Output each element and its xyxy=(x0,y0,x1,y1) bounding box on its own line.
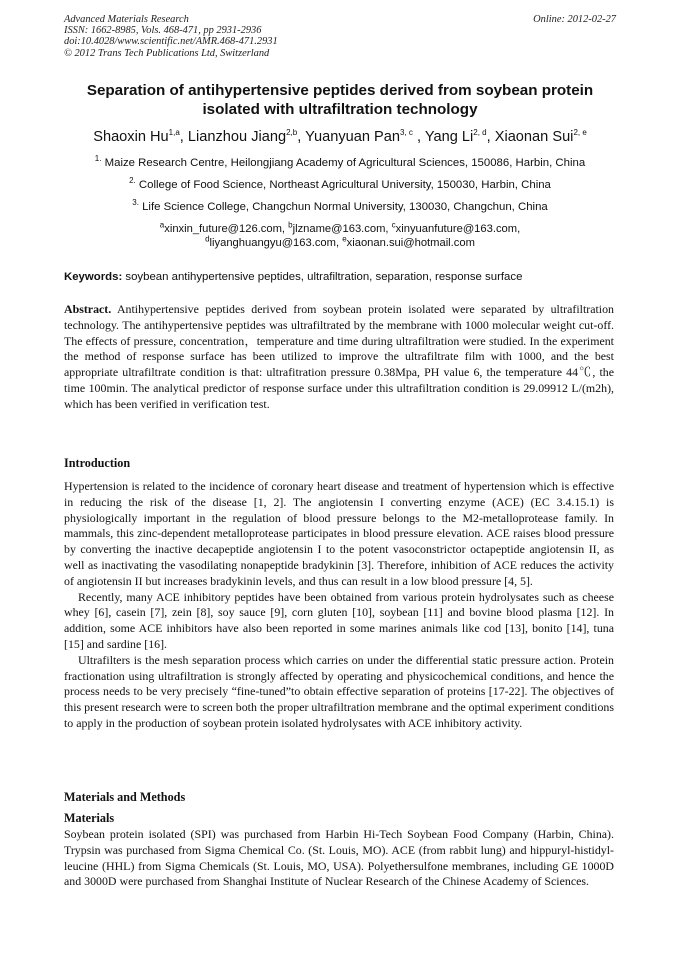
journal-name: Advanced Materials Research xyxy=(64,14,189,25)
methods-heading: Materials and Methods xyxy=(64,790,186,804)
online-date: Online: 2012-02-27 xyxy=(533,14,616,25)
abstract-text: Antihypertensive peptides derived from soybean protein isolated were separated by ultrafiltration technology. The antihypertensive peptides was ultrafiltrated by the membrane with 1000 molecular weight cut-off. The effects of pressure, concentration，temperature and time during ultrafiltration were studied. In the experiment the method of response surface has been utilized to improve the ultrafiltrate film with 1000, and the best appropriate ultrafiltrate condition is that: ultrafitration pressure 0.38Mpa, PH value 6, the temperature 44℃, the time 100min. The analytical predictor of response surface under this ultrafiltration condition is 29.09912 L/(m2h), which has been verified in verification test. xyxy=(64,302,614,411)
materials-body xyxy=(64,827,614,890)
issn-line: ISSN: 1662-8985, Vols. 468-471, pp 2931-2936 xyxy=(64,25,262,37)
affiliation-number: 1. xyxy=(94,154,102,164)
email-address[interactable]: xinyuanfuture@163.com, xyxy=(395,223,521,235)
paper-title xyxy=(64,81,616,119)
introduction-paragraph: Ultrafilters is the mesh separation process which carries on under the differential static pressure action. Protein fractionation using ultrafiltration is strongly affected by operating and physicochemical conditions, and hence the process needs to be very precisely “fine-tuned”to obtain effective separation of proteins [17-22]. The objectives of this present research were to screen both the proper ultrafiltration membrane and the optimal experiment conditions to apply in the production of soybean protein isolated hydrolysates with ACE inhibitory activity. xyxy=(64,652,614,730)
copyright-line: © 2012 Trans Tech Publications Ltd, Switzerland xyxy=(64,47,270,59)
keywords-label: Keywords: xyxy=(64,271,123,283)
author-emails xyxy=(40,222,640,250)
abstract xyxy=(64,302,614,413)
affiliation-text: Maize Research Centre, Heilongjiang Academy of Agricultural Sciences, 150086, Harbin, China xyxy=(101,157,586,169)
email-address[interactable]: xiaonan.sui@hotmail.com xyxy=(346,237,475,249)
affiliation-2 xyxy=(40,176,640,191)
introduction-paragraph: Recently, many ACE inhibitory peptides have been obtained from various protein hydrolysates such as cheese whey [6], casein [7], zein [8], soy sauce [9], corn gluten [10], soybean [11] and bovine blood plasma [12]. In addition, some ACE inhibitors have also been reported in some marines animals like cod [13], bonito [14], tuna [15] and sardine [16]. xyxy=(64,589,614,651)
email-line-2 xyxy=(40,236,640,250)
title-line-2: isolated with ultrafiltration technology xyxy=(202,101,478,118)
author-separator: , xyxy=(179,129,188,145)
author-name: Xiaonan Sui xyxy=(494,129,574,145)
email-address[interactable]: liyanghuangyu@163.com, xyxy=(209,237,343,249)
email-line-1 xyxy=(40,222,640,236)
email-mark: e xyxy=(342,234,347,244)
email-mark: d xyxy=(205,234,210,244)
materials-heading: Materials xyxy=(64,811,115,825)
journal-header xyxy=(64,14,616,59)
author-separator: , xyxy=(412,129,425,145)
author-name: Lianzhou Jiang xyxy=(187,129,287,145)
keywords xyxy=(64,271,624,283)
author-name: Shaoxin Hu xyxy=(93,129,169,145)
author-affiliation-mark: 2,b xyxy=(286,128,298,138)
email-address[interactable]: xinxin_future@126.com, xyxy=(164,223,289,235)
affiliation-1 xyxy=(40,154,640,169)
introduction-paragraph: Hypertension is related to the incidence of coronary heart disease and treatment of hypertension which is effective in reducing the risk of the disease [1, 2]. The angiotensin I converting enzyme (ACE) (EC 3.4.15.1) is physiologically important in the regulation of blood pressure belongs to the M2-metalloprotease family. In mammals, this zinc-dependent metalloprotease participates in blood pressure elevation. ACE raises blood pressure by converting the inactive decapeptide angiotensin I to the potent vasoconstrictor octapeptide angiotensin II, as well as inactivating the vasodilating nonapeptide bradykinin [3]. Therefore, inhibition of ACE reduces the activity of angiotensin II but increases bradykinin levels, and thus can result in a low blood pressure [4, 5]. xyxy=(64,479,614,588)
email-mark: a xyxy=(159,220,165,230)
introduction-heading: Introduction xyxy=(64,456,131,470)
email-address[interactable]: jlzname@163.com, xyxy=(292,223,392,235)
email-mark: c xyxy=(391,220,396,230)
abstract-label: Abstract. xyxy=(64,302,112,316)
author-affiliation-mark: 2, e xyxy=(573,128,587,138)
affiliation-3 xyxy=(40,198,640,213)
author-name: Yuanyuan Pan xyxy=(305,129,401,145)
author-list xyxy=(40,129,640,145)
author-separator: , xyxy=(486,129,495,145)
author-affiliation-mark: 3, c xyxy=(400,128,413,138)
affiliation-number: 3. xyxy=(132,198,139,208)
author-name: Yang Li xyxy=(424,129,474,145)
introduction-body xyxy=(64,479,614,732)
affiliation-text: College of Food Science, Northeast Agricultural University, 150030, Harbin, China xyxy=(135,179,551,191)
title-line-1: Separation of antihypertensive peptides derived from soybean protein xyxy=(86,82,594,99)
materials-paragraph: Soybean protein isolated (SPI) was purchased from Harbin Hi-Tech Soybean Food Company (Harbin, China). Trypsin was purchased from Sigma Chemical Co. (St. Louis, MO). ACE (from rabbit lung) and hippuryl-histidyl-leucine (HHL) from Sigma Chemicals (St. Louis, MO, USA). Polyethersulfone membranes, including GE 1000D and 3000D were purchased from Shanghai Institute of Nuclear Research of the Chinese Academy of Sciences. xyxy=(64,827,614,889)
abstract-paragraph xyxy=(64,302,614,413)
email-mark: b xyxy=(288,220,293,230)
author-separator: , xyxy=(297,129,306,145)
author-affiliation-mark: 1,a xyxy=(168,128,180,138)
keywords-text: soybean antihypertensive peptides, ultrafiltration, separation, response surface xyxy=(122,271,523,283)
affiliation-text: Life Science College, Changchun Normal University, 130030, Changchun, China xyxy=(138,201,548,213)
author-affiliation-mark: 2, d xyxy=(473,128,487,138)
affiliation-number: 2. xyxy=(129,176,136,186)
doi-line: doi:10.4028/www.scientific.net/AMR.468-471.2931 xyxy=(64,36,278,48)
